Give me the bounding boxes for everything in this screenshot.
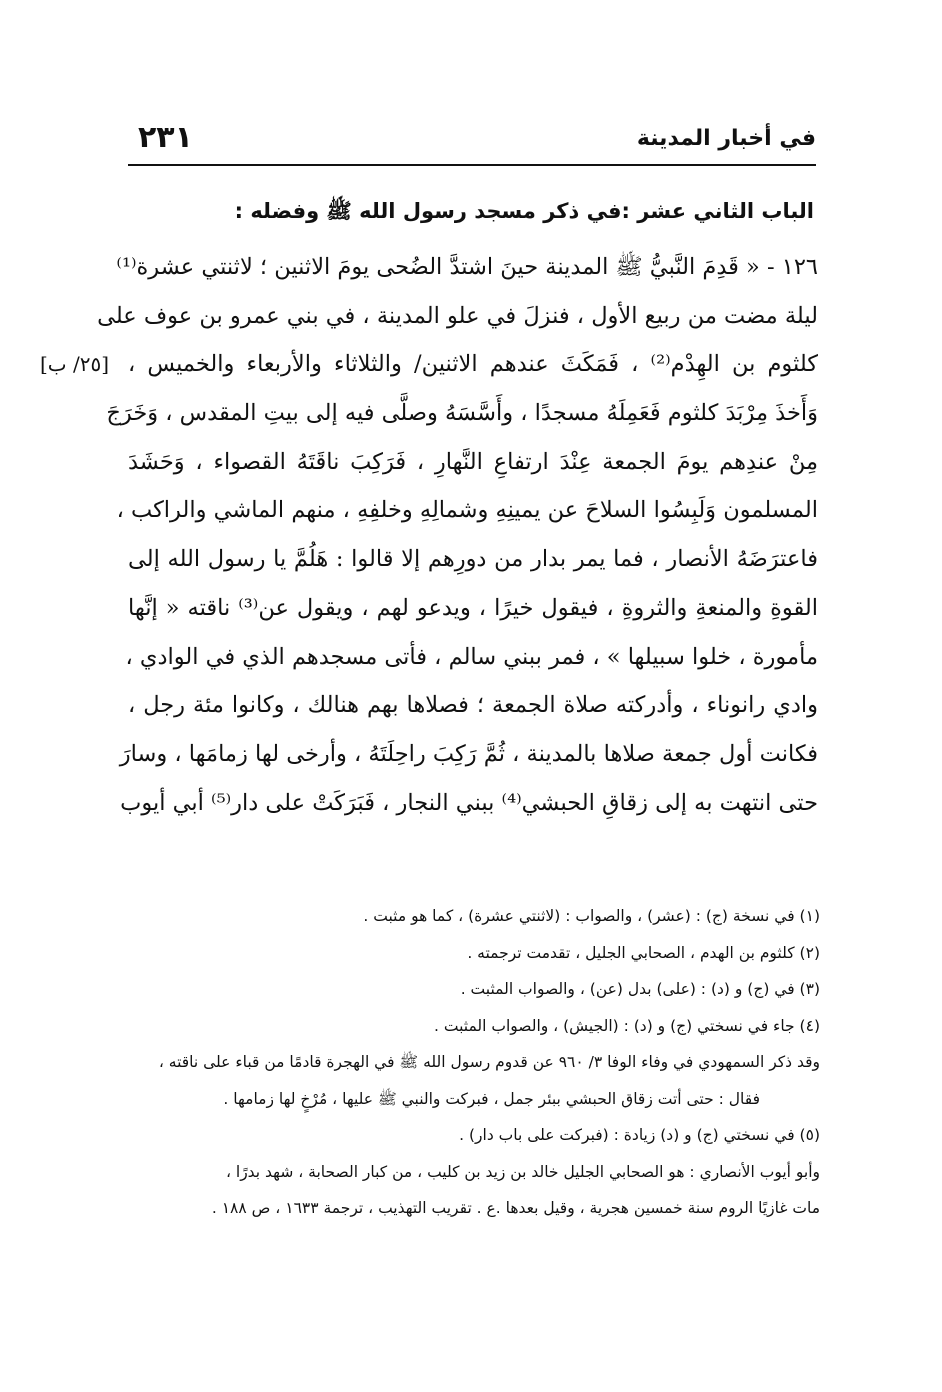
running-title: في أخبار المدينة <box>636 126 816 151</box>
text-line: المسلمون وَلَبِسُوا السلاحَ عن يمينِهِ وشمالِهِ وخلفِهِ ، منهم الماشي والراكب ، <box>116 497 818 524</box>
text-line: مأمورة ، خلوا سبيلها » ، فمر ببني سالم ، فأتى مسجدهم الذي في الوادي ، <box>125 643 818 670</box>
text-line: ليلة مضت من ربيع الأول ، فنزلَ في علو المدينة ، في بني عمرو بن عوف على <box>97 302 818 329</box>
text-line: ١٢٦ - « قَدِمَ النَّبيُّ ﷺ المدينة حينَ اشتدَّ الضُحى يومَ الاثنين ؛ لاثنتي عشرة⁽¹⁾ <box>116 254 818 280</box>
footnote-continuation: فقال : حتى أتت زقاق الحبشي ببئر جمل ، فبركت والنبي ﷺ عليها ، مُرْخٍ لها زمامها . <box>223 1089 760 1108</box>
footnote-continuation: وقد ذكر السمهودي في وفاء الوفا ٣/ ٩٦٠ عن قدوم رسول الله ﷺ في الهجرة قادمًا من قباء على ناقته ، <box>158 1053 820 1071</box>
footnote: (٢) كلثوم بن الهدم ، الصحابي الجليل ، تقدمت ترجمته . <box>467 943 820 962</box>
text-line: وادي رانوناء ، وأدركته صلاة الجمعة ؛ فصلاها بهم هنالك ، وكانوا مئة رجل ، <box>128 692 818 719</box>
text-line: فاعترَضَهُ الأنصار ، فما يمر بدار من دورِهم إلا قالوا : هَلُمَّ يا رسول الله إلى <box>128 546 818 573</box>
chapter-title: الباب الثاني عشر :في ذكر مسجد رسول الله ﷺ وفضله : <box>234 199 814 223</box>
header-divider <box>128 164 816 166</box>
page-number: ٢٣١ <box>138 120 193 155</box>
footnote-continuation: مات غازيًا الروم سنة خمسين هجرية ، وقيل بعدها .ع . تقريب التهذيب ، ترجمة ١٦٣٣ ، ص ١٨٨ . <box>211 1199 820 1217</box>
text-line: فكانت أول جمعة صلاها بالمدينة ، ثُمَّ رَكِبَ راحِلَتَهُ ، وأرخى لها زمامَها ، وسارَ <box>119 740 818 767</box>
text-line: حتى انتهت به إلى زقاقِ الحبشي⁽⁴⁾ ببني النجار ، فَبَرَكَتْ على دار⁽⁵⁾ أبي أيوب <box>120 789 818 816</box>
footnotes <box>140 898 820 1227</box>
footnote-continuation: وأبو أيوب الأنصاري : هو الصحابي الجليل خالد بن زيد بن كليب ، من كبار الصحابة ، شهد بدرًا ، <box>225 1162 820 1181</box>
text-line: مِنْ عندِهم يومَ الجمعة عِنْدَ ارتفاعِ النَّهارِ ، فَرَكِبَ ناقَتَهُ القصواء ، وَحَشَدَ <box>128 448 818 475</box>
text-line: وَأَخذَ مِرْبَدَ كلثوم فَعَمِلَهُ مسجدًا ، وأَسَّسَهُ وصلَّى فيه إلى بيتِ المقدس ، وَخَرَجَ <box>106 400 818 427</box>
text-line: القوةِ والمنعةِ والثروةِ ، فيقول خيرًا ، ويدعو لهم ، ويقول عن⁽³⁾ ناقته « إنَّها <box>128 594 819 621</box>
footnote: (٥) في نسختي (ج) و (د) زيادة : (فبركت على باب دار) . <box>459 1126 820 1144</box>
footnote: (١) في نسخة (ج) : (عشر) ، والصواب : (لاثنتي عشرة) ، كما هو مثبت . <box>363 907 820 925</box>
main-text <box>97 243 819 827</box>
footnote: (٤) جاء في نسختي (ج) و (د) : (الجيش) ، والصواب المثبت . <box>434 1016 820 1035</box>
text-line: كلثوم بن الهِدْم⁽²⁾ ، فَمَكَثَ عندهم الاثنين/ والثلاثاء والأربعاء والخميس ، <box>128 351 818 378</box>
page-header <box>128 118 816 164</box>
footnote: (٣) في (ج) و (د) : (على) بدل (عن) ، والصواب المثبت . <box>460 980 820 998</box>
manuscript-folio-note: [٢٥/ ب] <box>40 352 110 376</box>
